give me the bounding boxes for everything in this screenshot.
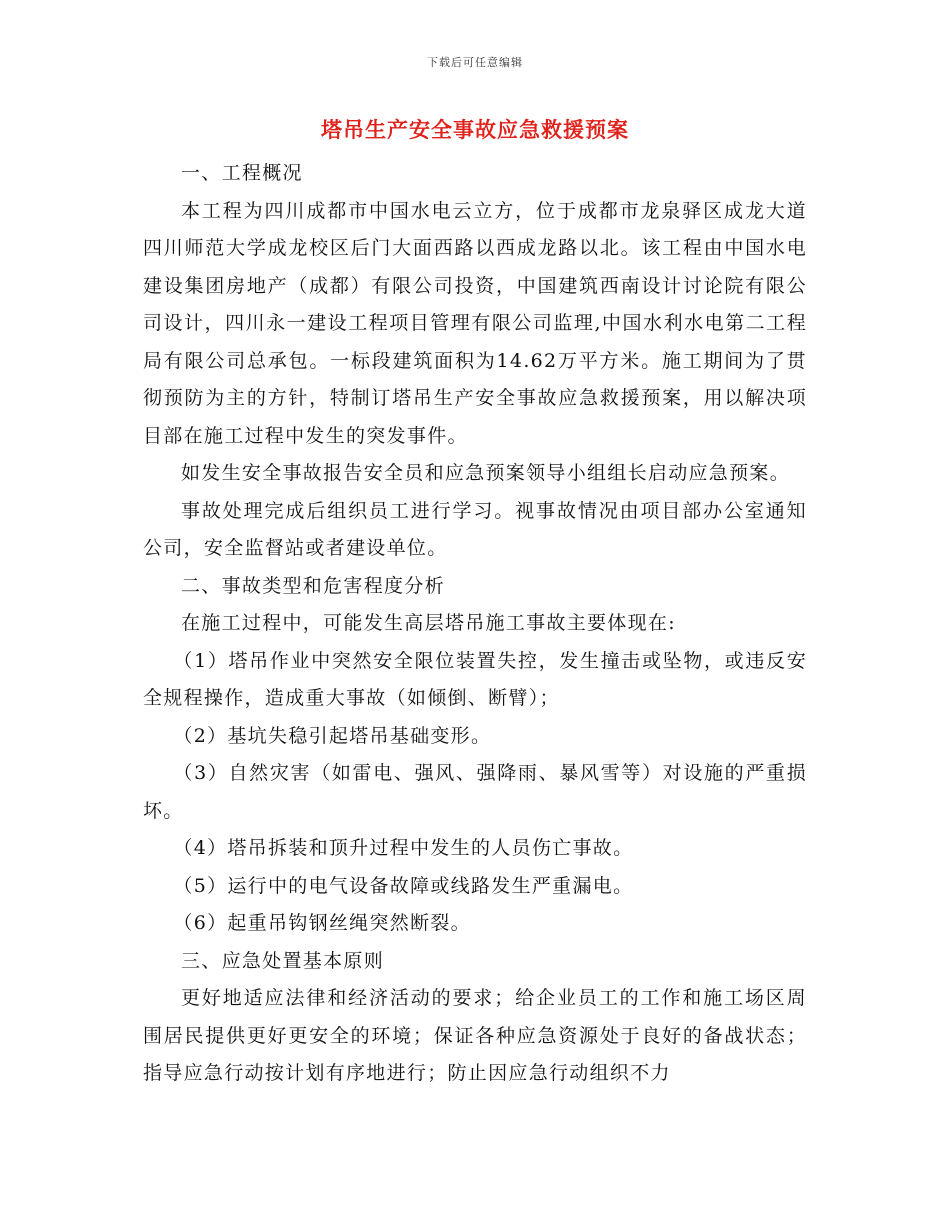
list-item-6: （6）起重吊钩钢丝绳突然断裂。: [173, 912, 471, 934]
paragraph-post-accident: 事故处理完成后组织员工进行学习。视事故情况由项目部办公室通知公司，安全监督站或者建设单位。: [143, 499, 807, 559]
document-title: 塔吊生产安全事故应急救援预案: [321, 117, 629, 142]
list-item-1: （1）塔吊作业中突然安全限位装置失控，发生撞击或坠物，或违反安全规程操作，造成重大事故（如倾倒、断臂）；: [143, 649, 807, 709]
paragraph-accident-report: 如发生安全事故报告安全员和应急预案领导小组组长启动应急预案。: [181, 462, 791, 484]
header-note: 下载后可任意编辑: [427, 56, 523, 69]
paragraph-accident-intro: 在施工过程中，可能发生高层塔吊施工事故主要体现在:: [181, 612, 676, 634]
paragraph-project-description: 本工程为四川成都市中国水电云立方，位于成都市龙泉驿区成龙大道四川师范大学成龙校区后门大面西路以西成龙路以北。该工程由中国水电建设集团房地产（成都）有限公司投资，中国建筑西南设计讨论院有限公司设计，四川永一建设工程项目管理有限公司监理,中国水利水电第二工程局有限公司总承包。一标段建筑面积为14.62万平方米。施工期间为了贯彻预防为主的方针，特制订塔吊生产安全事故应急救援预案，用以解决项目部在施工过程中发生的突发事件。: [143, 199, 807, 447]
list-item-4: （4）塔吊拆装和顶升过程中发生的人员伤亡事故。: [173, 837, 634, 859]
list-item-3: （3）自然灾害（如雷电、强风、强降雨、暴风雪等）对设施的严重损坏。: [143, 762, 807, 822]
section-heading-overview: 一、工程概况: [181, 162, 303, 184]
section-heading-accident-types: 二、事故类型和危害程度分析: [181, 574, 445, 597]
section-heading-principles: 三、应急处置基本原则: [181, 949, 385, 972]
paragraph-principles: 更好地适应法律和经济活动的要求；给企业员工的工作和施工场区周围居民提供更好更安全的环境；保证各种应急资源处于良好的备战状态；指导应急行动按计划有序地进行；防止因应急行动组织不力: [143, 987, 807, 1084]
list-item-5: （5）运行中的电气设备故障或线路发生严重漏电。: [173, 874, 634, 897]
document-body: [143, 155, 807, 1093]
list-item-2: （2）基坑失稳引起塔吊基础变形。: [173, 724, 492, 747]
